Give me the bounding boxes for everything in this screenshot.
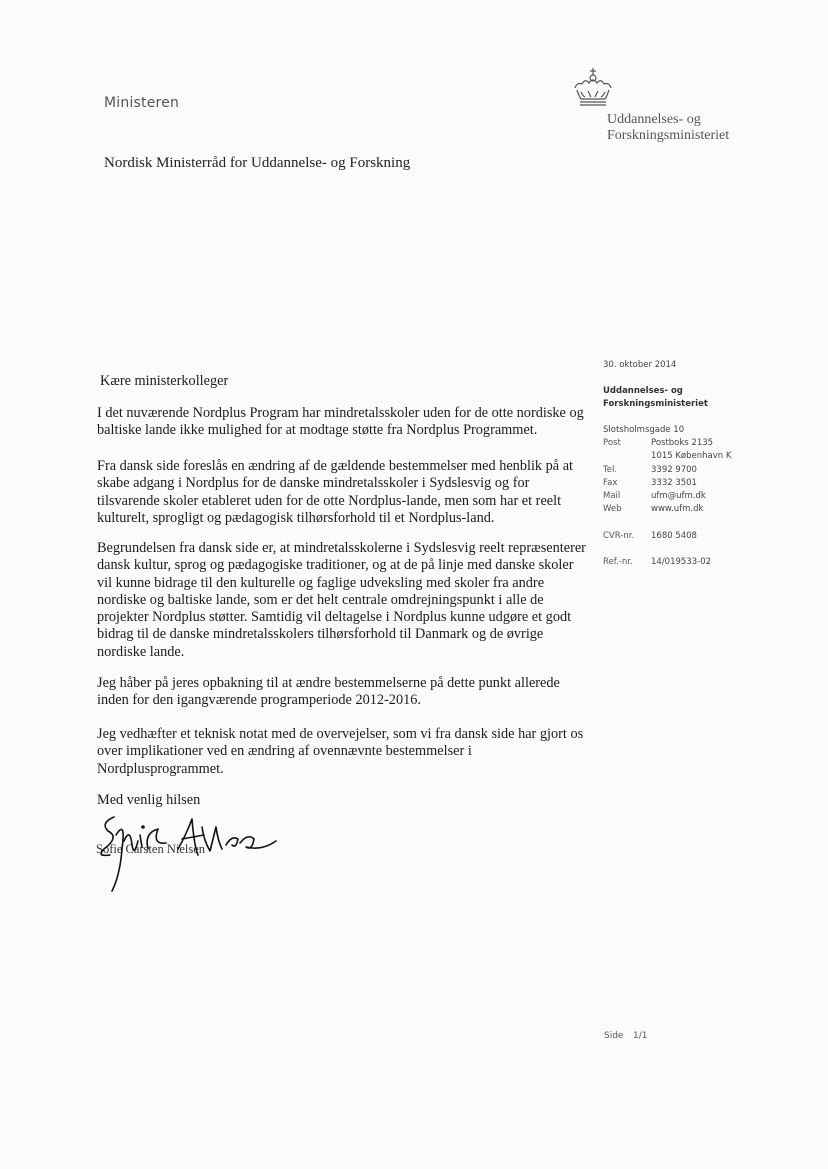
salutation: Kære ministerkolleger bbox=[100, 373, 229, 389]
handwritten-signature bbox=[86, 805, 286, 895]
sender-street: Slotsholmsgade 10 bbox=[603, 425, 685, 435]
paragraph-4 bbox=[97, 675, 587, 710]
paragraph-4-text: Jeg håber på jeres opbakning til at ændre bestemmelserne på dette punkt allerede inden for den igangværende programperiode 2012-2016. bbox=[97, 675, 560, 709]
mail-label: Mail bbox=[603, 491, 621, 501]
ref-value: 14/019533-02 bbox=[651, 557, 712, 567]
web-label: Web bbox=[603, 504, 622, 514]
cvr-label: CVR-nr. bbox=[603, 531, 635, 541]
paragraph-5-text: Jeg vedhæfter et teknisk notat med de overvejelser, som vi fra dansk side har gjort os over implikationer ved en ændring af ovennævnte bestemmelser i Nordplusprogrammet. bbox=[97, 726, 584, 777]
cvr-value: 1680 5408 bbox=[651, 531, 697, 541]
paragraph-3-text: Begrundelsen fra dansk side er, at mindretalsskolerne i Sydslesvig reelt repræsenterer dansk kultur, sprog og pædagogiske traditioner, og at de på linje med danske skoler vil kunne bidrage til den kulturelle og faglige udveksling med skoler fra andre nordiske og baltiske lande, som er det helt centrale omdrejningspunkt i alle de projekter Nordplus støtter. Samtidig vil deltagelse i Nordplus kunne udgøre et godt bidrag til de danske mindretalsskolers tilhørsforhold til Danmark og de øvrige nordiske lande. bbox=[97, 540, 586, 660]
crown-logo-icon bbox=[571, 66, 615, 112]
sender-org-line1: Uddannelses- og bbox=[603, 386, 683, 396]
paragraph-3 bbox=[97, 540, 587, 661]
recipient: Nordisk Ministerråd for Uddannelse- og Forskning bbox=[104, 155, 411, 171]
page-number: 1/1 bbox=[633, 1031, 648, 1041]
paragraph-1-text: I det nuværende Nordplus Program har mindretalsskoler uden for de otte nordiske og baltiske lande ikke mulighed for at modtage støtte fra Nordplus Programmet. bbox=[97, 405, 584, 439]
tel-label: Tel. bbox=[603, 465, 618, 475]
paragraph-1 bbox=[97, 405, 587, 440]
minister-title: Ministeren bbox=[104, 95, 180, 111]
paragraph-2 bbox=[97, 458, 587, 527]
closing: Med venlig hilsen bbox=[97, 792, 201, 808]
ministry-name bbox=[607, 112, 729, 144]
ministry-name-line2: Forskningsministeriet bbox=[607, 128, 730, 143]
tel-value: 3392 9700 bbox=[651, 465, 697, 475]
web-value: www.ufm.dk bbox=[651, 504, 704, 514]
page-label: Side bbox=[604, 1031, 624, 1041]
paragraph-5 bbox=[97, 726, 587, 778]
fax-label: Fax bbox=[603, 478, 618, 488]
sender-org-line2: Forskningsministeriet bbox=[603, 399, 708, 409]
paragraph-2-text: Fra dansk side foreslås en ændring af de gældende bestemmelser med henblik på at skabe adgang i Nordplus for de danske mindretalsskoler i Sydslesvig og for tilsvarende skoler etableret uden for de otte Nordplus-lande, men som har et reelt kulturelt, sprogligt og pædagogisk tilhørsforhold til et Nordplus-land. bbox=[97, 458, 574, 526]
postcode-value: 1015 København K bbox=[651, 451, 732, 461]
letter-date: 30. oktober 2014 bbox=[603, 360, 677, 370]
post-label: Post bbox=[603, 438, 621, 448]
mail-value: ufm@ufm.dk bbox=[651, 491, 706, 501]
ref-label: Ref.-nr. bbox=[603, 557, 633, 567]
signer-name: Sofie Carsten Nielsen bbox=[96, 842, 206, 856]
post-value: Postboks 2135 bbox=[651, 438, 714, 448]
ministry-name-line1: Uddannelses- og bbox=[607, 112, 701, 127]
fax-value: 3332 3501 bbox=[651, 478, 697, 488]
